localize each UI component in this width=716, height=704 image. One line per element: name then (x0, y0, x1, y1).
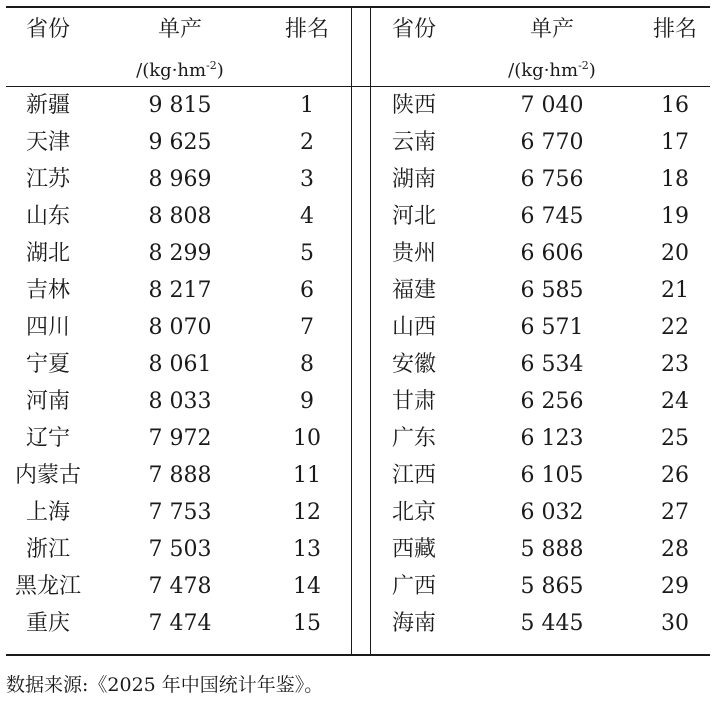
table-cell-yield: 5 865 (520, 574, 584, 599)
table-cell-yield: 7 474 (148, 611, 212, 636)
table-cell-rank: 29 (661, 574, 689, 599)
right-header-yield: 单产 (529, 17, 574, 42)
table-cell-rank: 26 (661, 463, 689, 488)
table-cell-province: 江苏 (25, 167, 70, 192)
table-cell-province: 辽宁 (25, 426, 70, 451)
table-cell-yield: 8 969 (148, 167, 212, 192)
table-cell-rank: 13 (293, 537, 321, 562)
table-bottom-rule (6, 654, 710, 656)
left-header-province: 省份 (25, 17, 70, 42)
table-cell-yield: 7 972 (148, 426, 212, 451)
table-cell-rank: 22 (661, 315, 689, 340)
table-cell-province: 山东 (25, 204, 70, 229)
table-cell-rank: 12 (293, 500, 321, 525)
table-cell-yield: 6 606 (520, 241, 584, 266)
table-cell-province: 河北 (391, 204, 436, 229)
table-cell-province: 安徽 (391, 352, 436, 377)
table-cell-province: 重庆 (25, 611, 70, 636)
table-cell-yield: 6 756 (520, 167, 584, 192)
table-cell-yield: 8 217 (148, 278, 212, 303)
left-header-yield-unit: $/(kg\cdot hm^{-2})$ (136, 59, 224, 81)
table-cell-province: 河南 (25, 389, 70, 414)
table-cell-yield: 6 770 (520, 130, 584, 155)
table-cell-yield: 7 503 (148, 537, 212, 562)
table-cell-province: 湖南 (391, 167, 436, 192)
table-cell-rank: 24 (661, 389, 689, 414)
table-cell-yield: 7 753 (148, 500, 212, 525)
table-cell-yield: 6 105 (520, 463, 584, 488)
table-cell-rank: 7 (300, 315, 314, 340)
table-cell-rank: 9 (300, 389, 314, 414)
table-cell-yield: 8 808 (148, 204, 212, 229)
table-cell-rank: 25 (661, 426, 689, 451)
table-cell-yield: 8 070 (148, 315, 212, 340)
table-cell-rank: 11 (293, 463, 321, 488)
table-cell-province: 贵州 (391, 241, 436, 266)
table-cell-rank: 16 (661, 93, 689, 118)
table-cell-rank: 10 (293, 426, 321, 451)
table-cell-province: 四川 (25, 315, 70, 340)
table-cell-province: 陕西 (391, 93, 436, 118)
table-cell-province: 浙江 (25, 537, 70, 562)
data-source-note: 数据来源:《2025 年中国统计年鉴》。 (6, 674, 324, 696)
table-cell-rank: 17 (661, 130, 689, 155)
table-cell-yield: 8 033 (148, 389, 212, 414)
table-cell-rank: 28 (661, 537, 689, 562)
table-cell-yield: 6 256 (520, 389, 584, 414)
table-cell-province: 天津 (25, 130, 70, 155)
table-cell-province: 新疆 (25, 93, 70, 118)
table-cell-rank: 6 (300, 278, 314, 303)
table-cell-yield: 6 745 (520, 204, 584, 229)
table-cell-yield: 6 123 (520, 426, 584, 451)
table-cell-yield: 8 299 (148, 241, 212, 266)
table-cell-rank: 20 (661, 241, 689, 266)
table-cell-rank: 30 (661, 611, 689, 636)
table-cell-yield: 7 478 (148, 574, 212, 599)
table-cell-yield: 6 585 (520, 278, 584, 303)
right-header-province: 省份 (391, 17, 436, 42)
right-header-rank: 排名 (652, 17, 697, 42)
table-cell-rank: 4 (300, 204, 314, 229)
table-cell-province: 云南 (391, 130, 436, 155)
table-cell-province: 福建 (391, 278, 436, 303)
table-cell-province: 江西 (391, 463, 436, 488)
table-cell-rank: 5 (300, 241, 314, 266)
table-cell-province: 黑龙江 (14, 574, 81, 599)
table-cell-rank: 19 (661, 204, 689, 229)
table-cell-province: 湖北 (25, 241, 70, 266)
table-cell-yield: 5 445 (520, 611, 584, 636)
table-cell-yield: 5 888 (520, 537, 584, 562)
table-cell-province: 宁夏 (25, 352, 70, 377)
table-cell-rank: 15 (293, 611, 321, 636)
table-cell-province: 西藏 (391, 537, 436, 562)
table-cell-rank: 21 (661, 278, 689, 303)
table-cell-rank: 14 (293, 574, 321, 599)
table-cell-province: 广西 (391, 574, 436, 599)
table-top-rule (6, 6, 710, 8)
table-cell-province: 甘肃 (391, 389, 436, 414)
table-cell-rank: 27 (661, 500, 689, 525)
table-cell-rank: 1 (300, 93, 314, 118)
table-cell-yield: 9 625 (148, 130, 212, 155)
table-cell-province: 内蒙古 (14, 463, 81, 488)
table-cell-province: 山西 (391, 315, 436, 340)
table-cell-yield: 9 815 (148, 93, 212, 118)
table-cell-yield: 7 040 (520, 93, 584, 118)
table-cell-yield: 8 061 (148, 352, 212, 377)
table-cell-province: 北京 (391, 500, 436, 525)
left-header-rank: 排名 (284, 17, 329, 42)
table-cell-rank: 18 (661, 167, 689, 192)
right-header-yield-unit: $/(kg\cdot hm^{-2})$ (508, 59, 596, 81)
table-cell-province: 吉林 (25, 278, 70, 303)
table-cell-yield: 6 534 (520, 352, 584, 377)
table-cell-rank: 8 (300, 352, 314, 377)
table-cell-yield: 6 571 (520, 315, 584, 340)
table-cell-yield: 7 888 (148, 463, 212, 488)
table-cell-province: 广东 (391, 426, 436, 451)
table-cell-rank: 23 (661, 352, 689, 377)
table-cell-province: 海南 (391, 611, 436, 636)
table-cell-rank: 3 (300, 167, 314, 192)
table-cell-rank: 2 (300, 130, 314, 155)
table-cell-yield: 6 032 (520, 500, 584, 525)
table-cell-province: 上海 (25, 500, 70, 525)
left-header-yield: 单产 (157, 17, 202, 42)
table-center-divider-right (370, 8, 371, 654)
